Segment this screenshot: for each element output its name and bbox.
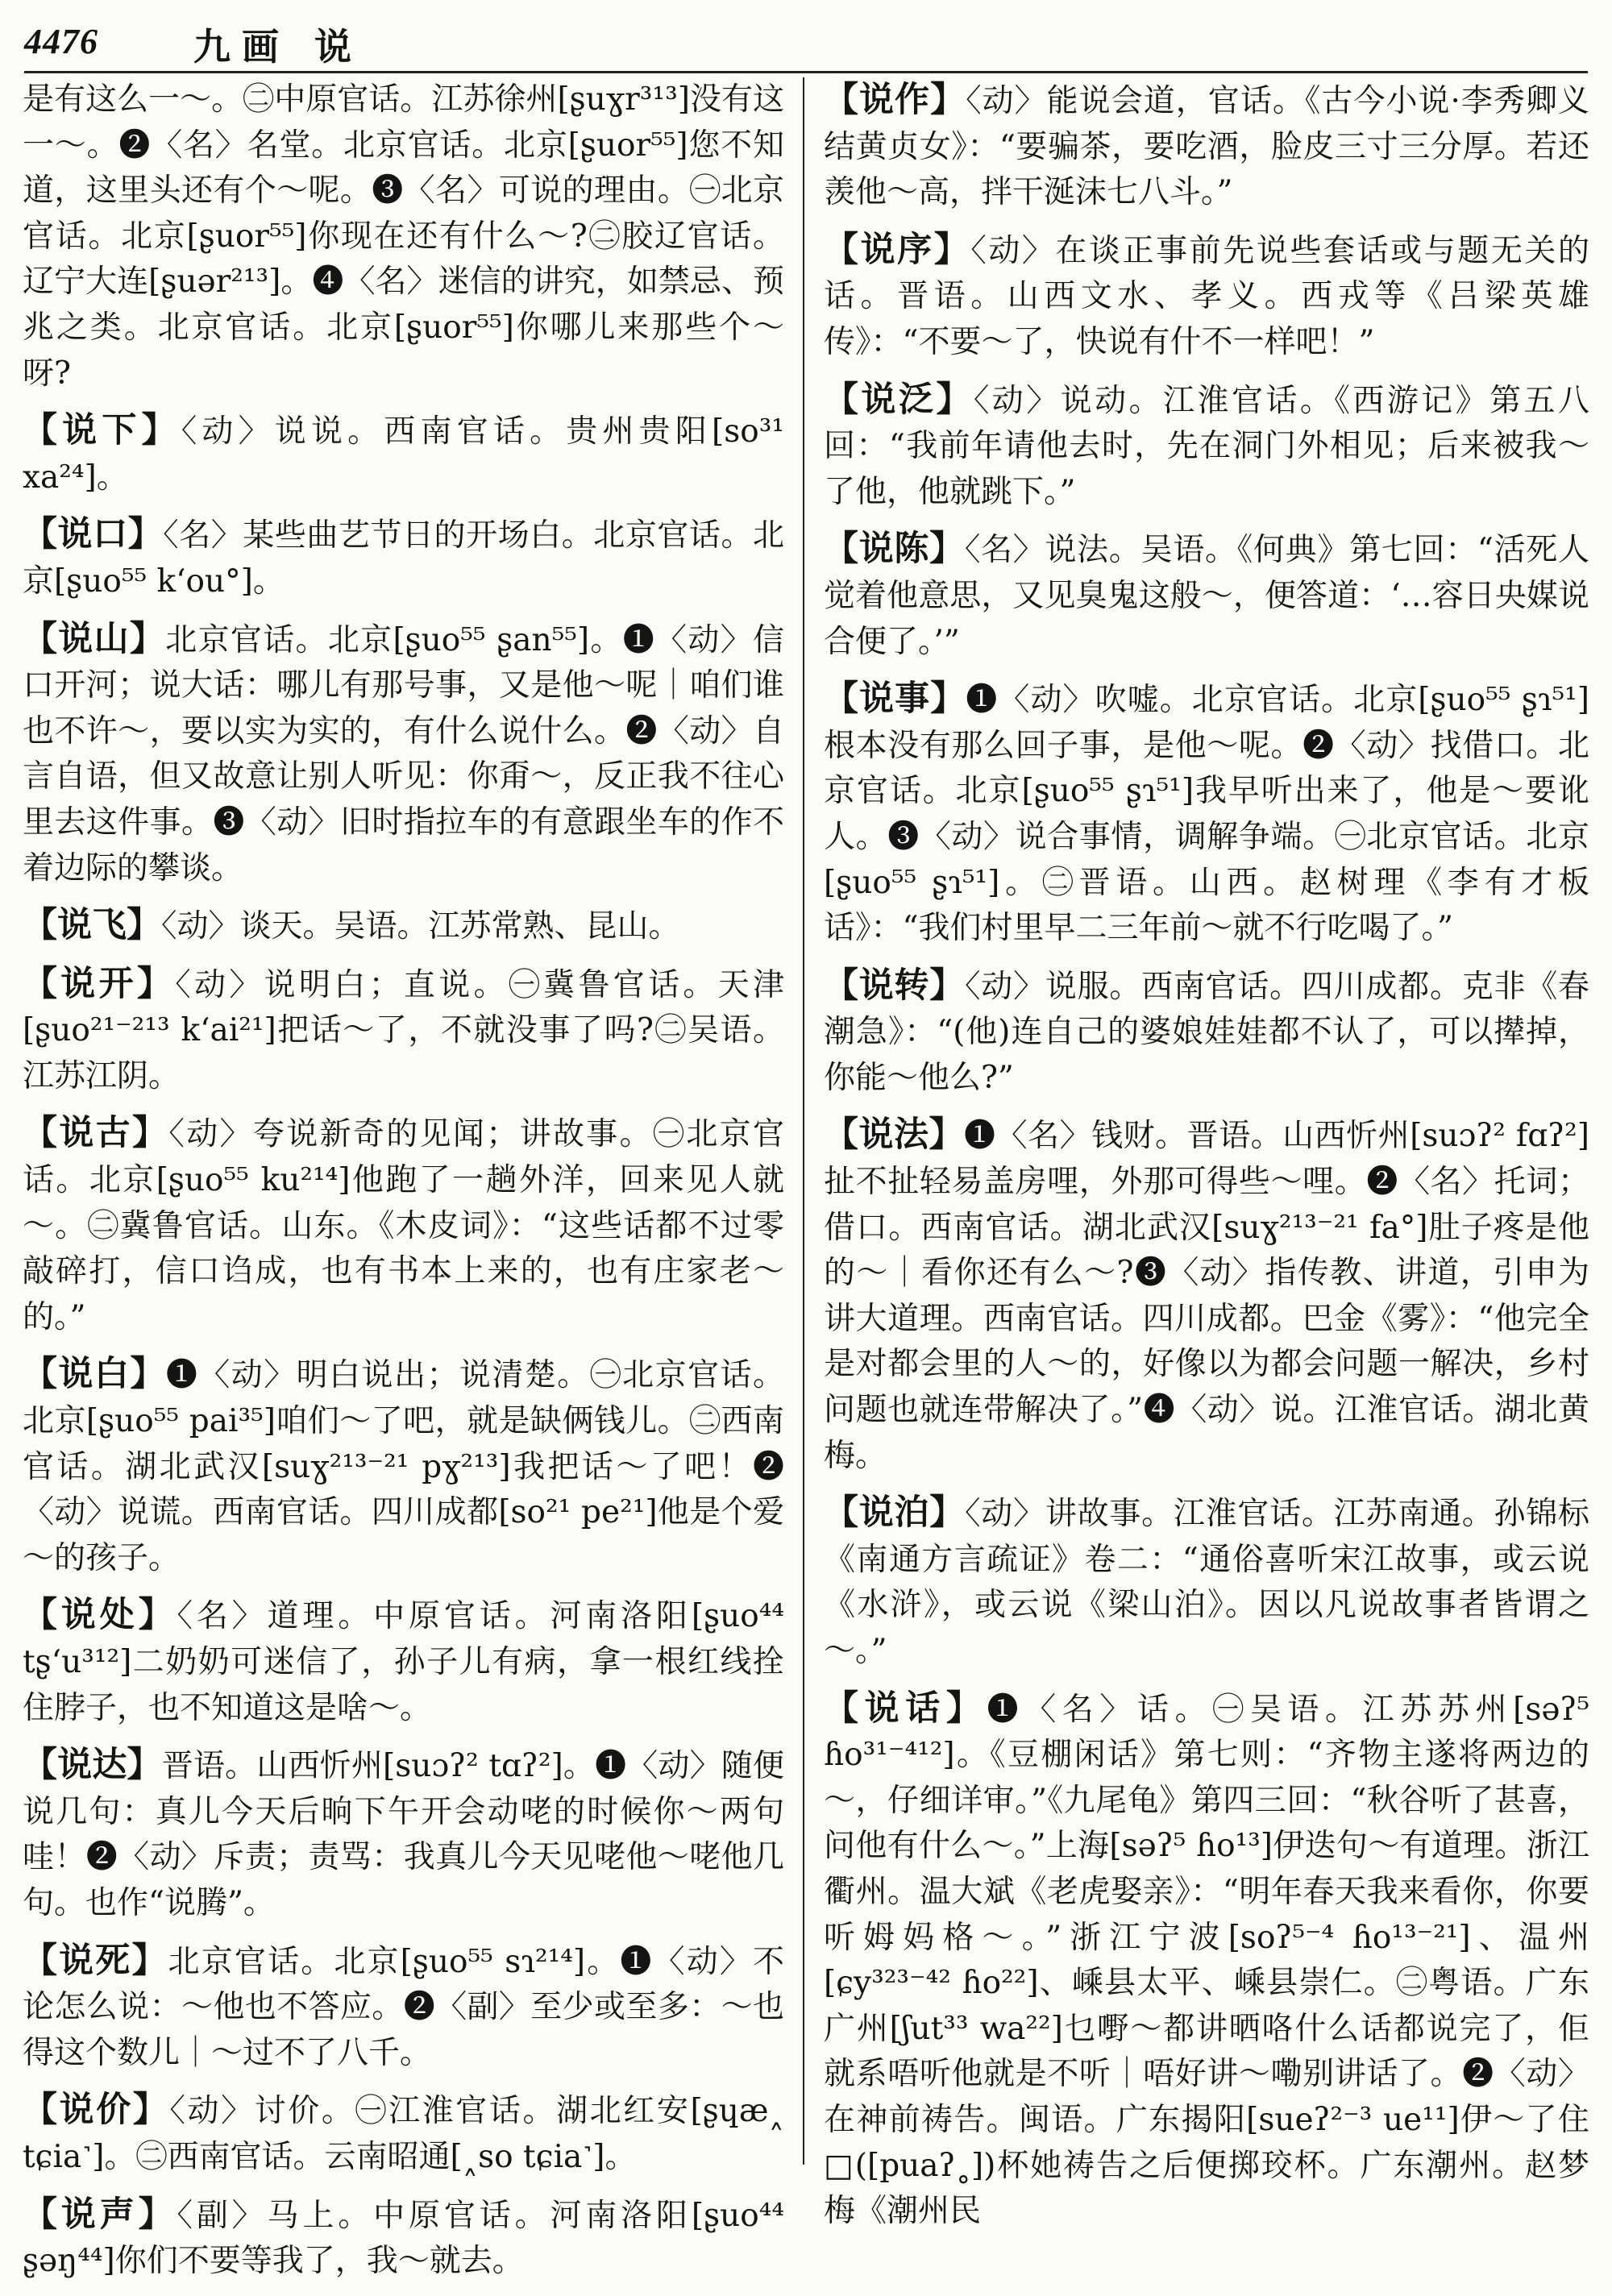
entry-headword: 【说死】 <box>23 1940 168 1981</box>
entry-headword: 【说山】 <box>23 618 166 659</box>
entry-headword: 【说法】 <box>824 1115 965 1156</box>
entry-headword: 【说口】 <box>23 514 164 555</box>
entry-headword: 【说古】 <box>23 1113 169 1154</box>
entry-headword: 【说声】 <box>23 2194 177 2235</box>
dictionary-entry: 【说声】〈副〉马上。中原官话。河南洛阳[ʂuo⁴⁴ ʂəŋ⁴⁴]你们不要等我了，我～就去。 <box>23 2194 784 2280</box>
entry-headword: 【说达】 <box>23 1745 162 1786</box>
dictionary-entry: 【说下】〈动〉说说。西南官话。贵州贵阳[so³¹ xa²⁴]。 <box>23 410 785 496</box>
entry-headword: 【说开】 <box>23 963 176 1004</box>
entry-headword: 【说作】 <box>824 80 966 120</box>
entry-headword: 【说话】 <box>824 1688 987 1729</box>
dictionary-entry: 【说处】〈名〉道理。中原官话。河南洛阳[ʂuo⁴⁴ tʂʻu³¹²]二奶奶可迷信了，孙子儿有病，拿一根红线拴住脖子，也不知道这是啥～。 <box>23 1595 784 1726</box>
dictionary-entry: 【说泊】〈动〉讲故事。江淮官话。江苏南通。孙锦标《南通方言疏证》卷二：“通俗喜听宋江故事，或云说《水浒》，或云说《梁山泊》。因以凡说故事者皆谓之～。” <box>824 1493 1589 1669</box>
dictionary-entry: 【说飞】〈动〉谈天。吴语。江苏常熟、昆山。 <box>23 905 680 946</box>
dictionary-entry: 【说达】晋语。山西忻州[suɔʔ² tɑʔ²]。❶〈动〉随便说几句：真儿今天后晌下午开会动咾的时候你～两句哇！❷〈动〉斥责；责骂：我真儿今天见咾他～咾他几句。也作“说腾”。 <box>23 1745 784 1921</box>
right-column <box>824 77 1589 2246</box>
dictionary-entry: 【说口】〈名〉某些曲艺节日的开场白。北京官话。北京[ʂuo⁵⁵ kʻou°]。 <box>23 514 784 600</box>
dictionary-entry: 【说死】北京官话。北京[ʂuo⁵⁵ sɿ²¹⁴]。❶〈动〉不论怎么说：～他也不答应。❷〈副〉至少或至多：～也得这个数儿｜～过不了八千。 <box>23 1940 785 2071</box>
dictionary-entry: 【说白】❶〈动〉明白说出；说清楚。㊀北京官话。北京[ʂuo⁵⁵ pai³⁵]咱们～了吧，就是缺俩钱儿。㊁西南官话。湖北武汉[suɣ²¹³⁻²¹ pɣ²¹³]我把话～了吧！❷〈动〉说谎。西南官话。四川成都[so²¹ pe²¹]他是个爱～的孩子。 <box>23 1354 784 1576</box>
dictionary-entry: 【说价】〈动〉讨价。㊀江淮官话。湖北红安[ʂɥæ˰ tɕia˺]。㊁西南官话。云南昭通[˰so tɕia˺]。 <box>23 2090 784 2175</box>
dictionary-entry: 【说作】〈动〉能说会道，官话。《古今小说·李秀卿义结黄贞女》：“要骗茶，要吃酒，脸皮三寸三分厚。若还羡他～高，拌干涎沫七八斗。” <box>824 80 1590 211</box>
dictionary-entry: 【说古】〈动〉夸说新奇的见闻；讲故事。㊀北京官话。北京[ʂuo⁵⁵ ku²¹⁴]他跑了一趟外洋，回来见人就～。㊁冀鲁官话。山东。《木皮词》：“这些话都不过零敲碎打，信口诌成，也有书本上来的，也有庄家老～的。” <box>23 1113 784 1335</box>
entry-headword: 【说白】 <box>23 1354 166 1395</box>
dictionary-entry: 【说话】❶〈名〉话。㊀吴语。江苏苏州[səʔ⁵ ɦo³¹⁻⁴¹²]。《豆棚闲话》第七则：“齐物主遂将两边的～，仔细详审。”《九尾龟》第四三回：“秋谷听了甚喜，问他有什么～。”上海[səʔ⁵ ɦo¹³]伊迭句～有道理。浙江衢州。温大斌《老虎娶亲》：“明年春天我来看你，你要听姆妈格～。”浙江宁波[soʔ⁵⁻⁴ ɦo¹³⁻²¹]、温州[ɕy³²³⁻⁴² ɦo²²]、嵊县太平、嵊县崇仁。㊁粤语。广东广州[ʃut³³ wa²²]乜嘢～都讲晒咯什么话都说完了，佢就系唔听他就是不听｜唔好讲～嘞别讲话了。❷〈动〉在神前祷告。闽语。广东揭阳[sueʔ²⁻³ ue¹¹]伊～了住□([puaʔ˳])杯她祷告之后便掷珓杯。广东潮州。赵梦梅《潮州民 <box>824 1688 1590 2230</box>
dictionary-entry: 【说开】〈动〉说明白；直说。㊀冀鲁官话。天津[ʂuo²¹⁻²¹³ kʻai²¹]把话～了，不就没事了吗?㊁吴语。江苏江阴。 <box>23 963 784 1094</box>
dictionary-entry: 【说序】〈动〉在谈正事前先说些套话或与题无关的话。晋语。山西文水、孝义。西戎等《吕梁英雄传》：“不要～了，快说有什不一样吧！” <box>824 229 1589 360</box>
entry-headword: 【说事】 <box>824 679 966 720</box>
column-divider <box>803 77 804 2165</box>
dictionary-entry: 【说法】❶〈名〉钱财。晋语。山西忻州[suɔʔ² fɑʔ²]扯不扯轻易盖房哩，外那可得些～哩。❷〈名〉托词；借口。西南官话。湖北武汉[suɣ²¹³⁻²¹ fa°]肚子疼是他的～｜看你还有么～?❸〈动〉指传教、讲道，引申为讲大道理。西南官话。四川成都。巴金《雾》：“他完全是对都会里的人～的，好像以为都会问题一解决，乡村问题也就连带解决了。”❹〈动〉说。江淮官话。湖北黄梅。 <box>824 1115 1589 1474</box>
entry-headword: 【说泛】 <box>824 379 974 420</box>
page-title: 九画 说 <box>193 25 364 69</box>
entry-headword: 【说序】 <box>824 229 971 270</box>
entry-headword: 【说转】 <box>824 965 966 1006</box>
entry-headword: 【说泊】 <box>824 1493 966 1534</box>
page-header <box>24 6 1588 73</box>
page-number: 4476 <box>24 22 98 61</box>
entry-headword: 【说处】 <box>23 1595 177 1636</box>
dictionary-entry: 【说山】北京官话。北京[ʂuo⁵⁵ ʂan⁵⁵]。❶〈动〉信口开河；说大话：哪儿有那号事，又是他～呢｜咱们谁也不许～，要以实为实的，有什么说什么。❷〈动〉自言自语，但又故意让别人听见：你甭～，反正我不往心里去这件事。❸〈动〉旧时指拉车的有意跟坐车的作不着边际的攀谈。 <box>23 618 784 886</box>
dictionary-entry: 【说事】❶〈动〉吹嘘。北京官话。北京[ʂuo⁵⁵ ʂɿ⁵¹]根本没有那么回子事，是他～呢。❷〈动〉找借口。北京官话。北京[ʂuo⁵⁵ ʂɿ⁵¹]我早听出来了，他是～要讹人。❸〈动〉说合事情，调解争端。㊀北京官话。北京[ʂuo⁵⁵ ʂɿ⁵¹]。㊁晋语。山西。赵树理《李有才板话》：“我们村里早二三年前～就不行吃喝了。” <box>824 679 1590 947</box>
dictionary-entry: 【说陈】〈名〉说法。吴语。《何典》第七回：“活死人觉着他意思，又见臭鬼这般～，便答道：‘…容日央媒说合便了。’” <box>824 529 1589 660</box>
dictionary-entry: 【说转】〈动〉说服。西南官话。四川成都。克非《春潮急》：“(他)连自己的婆娘娃娃都不认了，可以撵掉，你能～他么?” <box>824 965 1589 1096</box>
dictionary-entry: 是有这么一～。㊁中原官话。江苏徐州[ʂuɣr³¹³]没有这一～。❷〈名〉名堂。北京官话。北京[ʂuor⁵⁵]您不知道，这里头还有个～呢。❸〈名〉可说的理由。㊀北京官话。北京[ʂuor⁵⁵]你现在还有什么～?㊁胶辽官话。辽宁大连[ʂuər²¹³]。❹〈名〉迷信的讲究，如禁忌、预兆之类。北京官话。北京[ʂuor⁵⁵]你哪儿来那些个～呀? <box>23 81 784 392</box>
entry-headword: 【说下】 <box>23 410 181 451</box>
entry-headword: 【说陈】 <box>824 529 965 570</box>
dictionary-entry: 【说泛】〈动〉说动。江淮官话。《西游记》第五八回：“我前年请他去时，先在洞门外相见；后来被我～了他，他就跳下。” <box>824 379 1589 510</box>
entry-headword: 【说价】 <box>23 2090 170 2131</box>
left-column <box>23 77 784 2296</box>
entry-headword: 【说飞】 <box>23 905 161 946</box>
